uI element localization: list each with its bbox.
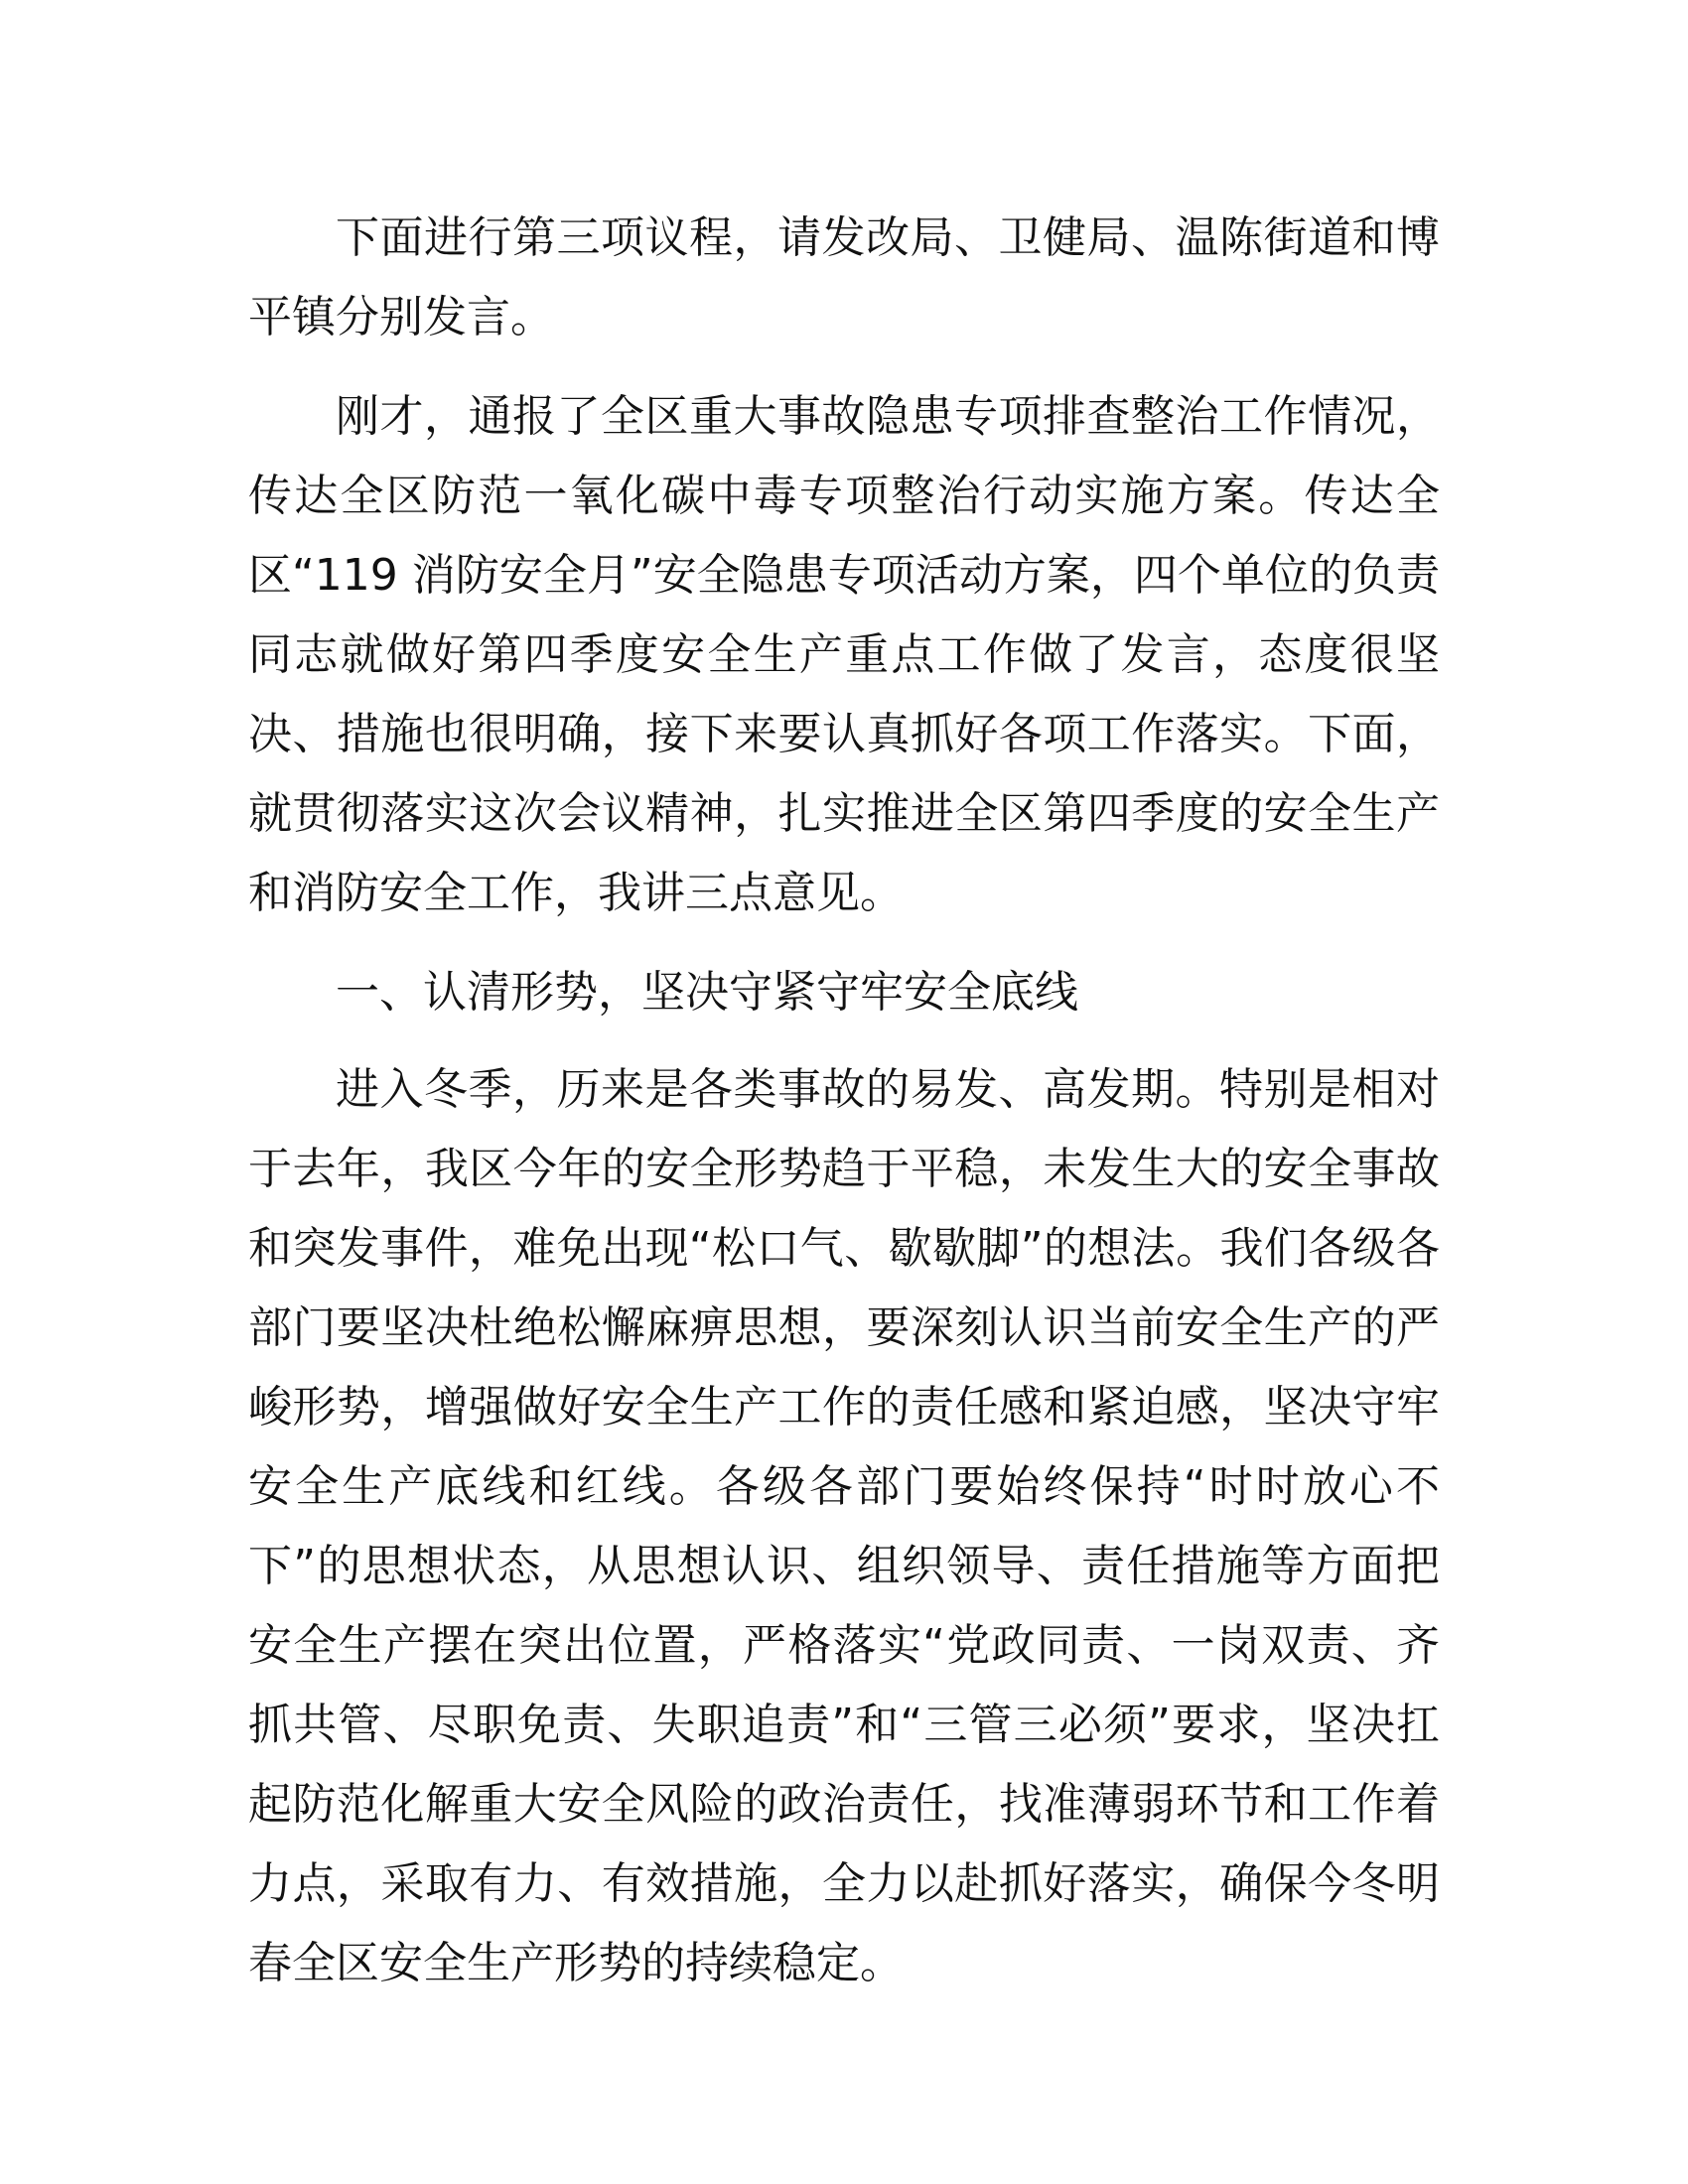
paragraph-summary: 刚才，通报了全区重大事故隐患专项排查整治工作情况，传达全区防范一氧化碳中毒专项整治行动实施方案。传达全区“119 消防安全月”安全隐患专项活动方案，四个单位的负责同志就做好第四季度安全生产重点工作做了发言，态度很坚决、措施也很明确，接下来要认真抓好各项工作落实。下面，就贯彻落实这次会议精神，扎实推进全区第四季度的安全生产和消防安全工作，我讲三点意见。 — [248, 391, 1440, 918]
document-body — [248, 199, 1440, 2023]
section-heading-1: 一、认清形势，坚决守紧守牢安全底线 — [336, 967, 1078, 1018]
paragraph-agenda: 下面进行第三项议程，请发改局、卫健局、温陈街道和博平镇分别发言。 — [248, 212, 1440, 342]
paragraph-section-1: 进入冬季，历来是各类事故的易发、高发期。特别是相对于去年，我区今年的安全形势趋于平稳，未发生大的安全事故和突发事件，难免出现“松口气、歇歇脚”的想法。我们各级各部门要坚决杜绝松懈麻痹思想，要深刻认识当前安全生产的严峻形势，增强做好安全生产工作的责任感和紧迫感，坚决守牢安全生产底线和红线。各级各部门要始终保持“时时放心不下”的思想状态，从思想认识、组织领导、责任措施等方面把安全生产摆在突出位置，严格落实“党政同责、一岗双责、齐抓共管、尽职免责、失职追责”和“三管三必须”要求，坚决扛起防范化解重大安全风险的政治责任，找准薄弱环节和工作着力点，采取有力、有效措施，全力以赴抓好落实，确保今冬明春全区安全生产形势的持续稳定。 — [248, 1064, 1440, 1988]
